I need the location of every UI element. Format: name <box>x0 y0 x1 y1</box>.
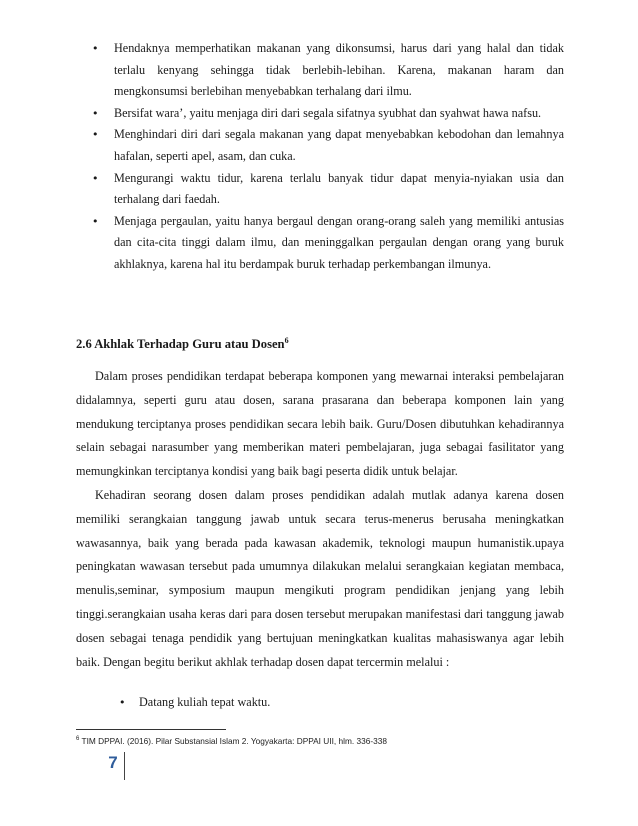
bullet-list-study-etiquette <box>92 38 564 276</box>
page-number: 7 <box>108 753 118 772</box>
footnote-text: TIM DPPAI. (2016). Pilar Substansial Islam 2. Yogyakarta: DPPAI UII, hlm. 336-338 <box>81 736 387 746</box>
footnote <box>76 735 387 747</box>
footnote-divider <box>76 729 226 730</box>
list-item: • Datang kuliah tepat waktu. <box>119 692 559 713</box>
list-item: • Mengurangi waktu tidur, karena terlalu banyak tidur dapat menyia-nyiakan usia dan terhalang dari faedah. <box>92 168 564 211</box>
list-item: • Bersifat wara’, yaitu menjaga diri dari segala sifatnya syubhat dan syahwat hawa nafsu. <box>92 103 564 125</box>
list-item: • Hendaknya memperhatikan makanan yang dikonsumsi, harus dari yang halal dan tidak terlalu kenyang sehingga tidak berlebih-lebihan. Karena, makanan haram dan mengkonsumsi berlebihan menyebabkan terhalang dari ilmu. <box>92 38 564 103</box>
bullet-list-lecturer-etiquette <box>119 692 559 713</box>
section-heading <box>76 335 289 353</box>
paragraph: Kehadiran seorang dosen dalam proses pendidikan adalah mutlak adanya karena dosen memiliki serangkaian tanggung jawab untuk secara terus-menerus berusaha meningkatkan wawasannya, baik yang berada pada kawasan akademik, teknologi maupun humanistik.upaya peningkatan wawasan tersebut pada umumnya dilakukan melalui serangkaian kegiatan membaca, menulis,seminar, symposium maupun mengikuti program pendidikan jenjang yang lebih tinggi.serangkaian usaha keras dari para dosen tersebut merupakan manifestasi dari tanggung jawab dosen sebagai tenaga pendidik yang bertujuan meningkatkan kualitas mahasiswanya agar lebih baik. Dengan begitu berikut akhlak terhadap dosen dapat tercermin melalui : <box>76 488 564 669</box>
footnote-reference: 6 <box>284 335 289 345</box>
page-number-divider <box>124 752 125 780</box>
list-item: • Menjaga pergaulan, yaitu hanya bergaul dengan orang-orang saleh yang memiliki antusias dan cita-cita tinggi dalam ilmu, dan meninggalkan pergaulan dengan orang yang buruk akhlaknya, karena hal itu berdampak buruk terhadap perkembangan ilmunya. <box>92 211 564 276</box>
footnote-number: 6 <box>76 736 80 743</box>
paragraph: Dalam proses pendidikan terdapat beberapa komponen yang mewarnai interaksi pembelajaran didalamnya, seperti guru atau dosen, sarana prasarana dan beberapa komponen lain yang mendukung terciptanya proses pendidikan secara lebih baik. Guru/Dosen dibutuhkan kehadirannya selain sebagai narasumber yang memberikan materi pembelajaran, juga sebagai fasilitator yang memungkinkan terciptanya kondisi yang baik bagi peserta didik untuk belajar. <box>76 369 564 479</box>
list-item: • Menghindari diri dari segala makanan yang dapat menyebabkan kebodohan dan lemahnya hafalan, seperti apel, asam, dan cuka. <box>92 124 564 167</box>
section-title: 2.6 Akhlak Terhadap Guru atau Dosen <box>76 337 285 351</box>
